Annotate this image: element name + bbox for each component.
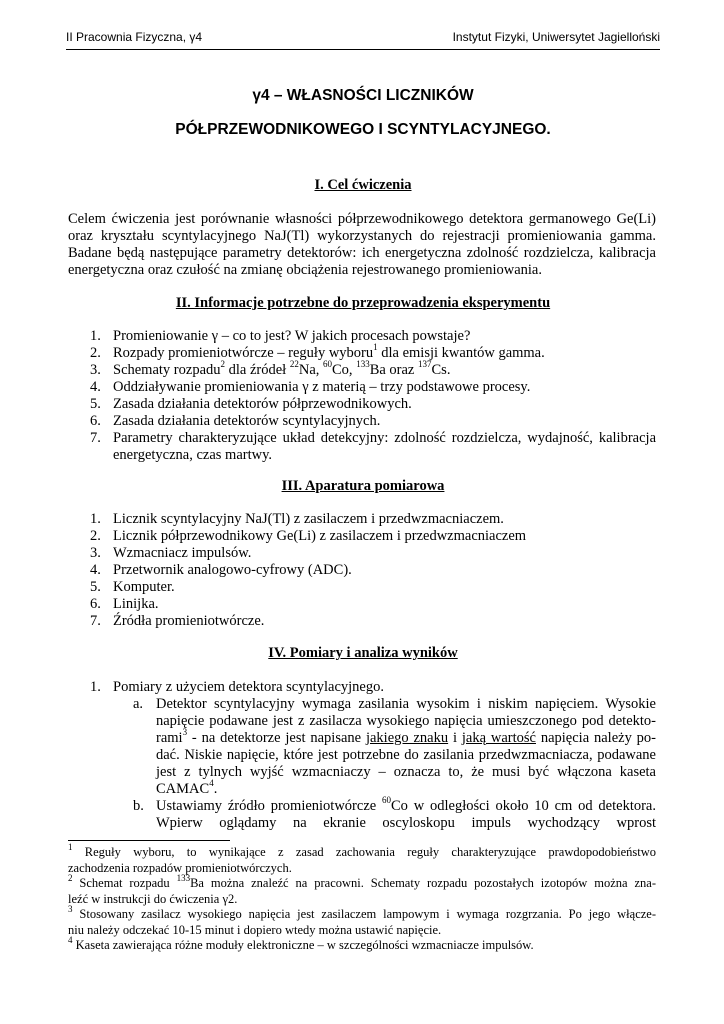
list-item: 7. Źródła promieniotwórcze. (90, 613, 265, 629)
footnote-3-cont: niu należy odczekać 10-15 minut i dopiero wtedy można ustawić napięcie. (68, 922, 442, 937)
footnote-2: $^2$ Schemat rozpadu $^{133}$Ba można znaleźć na pracowni. Schematy rozpadu pozostałych izotopów można zna- (68, 872, 656, 890)
list-item: 6. Linijka. (90, 596, 159, 612)
list-item: 7. Parametry charakteryzujące układ detekcyjny: zdolność rozdzielcza, wydajność, kalibracja energetyczna, czas martwy. (90, 430, 656, 463)
measurements-sublist (133, 696, 656, 832)
goal-line: oraz kryształu scyntylacyjnego NaJ(Tl) wykorzystanych do rejestracji promieniowania gamma. (68, 228, 656, 244)
apparatus-list (90, 511, 656, 630)
footnote-2-cont: leźć w instrukcji do ćwiczenia γ2. (68, 891, 238, 906)
list-item: 4. Przetwornik analogowo-cyfrowy (ADC). (90, 562, 352, 578)
measurements-list (90, 679, 656, 696)
goal-paragraph (68, 211, 656, 279)
list-item: 3. Schematy rozpadu$^2$ dla źródeł $^{22}$Na, $^{60}$Co, $^{133}$Ba oraz $^{137}$Cs. (90, 359, 451, 378)
footnote-1: $^1$ Reguły wyboru, to wynikające z zasad zachowania reguły charakteryzujące prawdopodobieństwo (68, 841, 656, 859)
list-item: 3. Wzmacniacz impulsów. (90, 545, 252, 561)
list-item: 6. Zasada działania detektorów scyntylacyjnych. (90, 413, 381, 429)
section-heading-apparatus: III. Aparatura pomiarowa (281, 478, 445, 494)
footnote-separator (68, 840, 230, 841)
info-list (90, 328, 656, 464)
list-item: 5. Komputer. (90, 579, 175, 595)
footnotes (68, 841, 656, 954)
header-course: II Pracownia Fizyczna, γ4 (66, 30, 203, 44)
list-item: 1. Licznik scyntylacyjny NaJ(Tl) z zasilaczem i przedwzmacniaczem. (90, 511, 504, 527)
running-header (66, 30, 660, 50)
section-heading-info: II. Informacje potrzebne do przeprowadzenia eksperymentu (175, 295, 551, 311)
list-item: 2. Rozpady promieniotwórcze – reguły wyboru$^1$ dla emisji kwantów gamma. (90, 342, 545, 361)
goal-line: Badane będą następujące parametry detektorów: ich energetyczna zdolność rozdzielcza, kalibracja (68, 245, 656, 261)
list-item: 5. Zasada działania detektorów półprzewodnikowych. (90, 396, 412, 412)
goal-line: energetyczna oraz czułość na zmianę obciążenia rejestrowanego promieniowania. (68, 262, 542, 278)
goal-line: Celem ćwiczenia jest porównanie własności półprzewodnikowego detektora germanowego Ge(Li) (68, 211, 656, 227)
section-heading-goal: I. Cel ćwiczenia (314, 177, 412, 193)
footnote-1-cont: zachodzenia rozpadów promieniotwórczych. (68, 860, 292, 875)
list-item: 2. Licznik półprzewodnikowy Ge(Li) z zasilaczem i przedwzmacniaczem (90, 528, 527, 544)
section-heading-measurements: IV. Pomiary i analiza wyników (268, 645, 458, 661)
list-item: 4. Oddziaływanie promieniowania γ z materią – trzy podstawowe procesy. (90, 379, 531, 395)
sublist-item-a: a. Detektor scyntylacyjny wymaga zasilania wysokim i niskim napięciem. Wysokie napięcie podawane jest z zasilacza wysokiego napięcia umieszczonego pod detekto- rami$^3$ - na detektorze jest napisane jakiego znaku i jaką wartość napięcia należy po- dać. Niskie napięcie, które jest potrzebne do zasilania przedwzmacniacza, podawane jest z tylnych wyjść wzmacniaczy – oznacza to, że musi być włączona kaseta CAMAC$^4$. (133, 696, 657, 797)
sublist-item-b: b. Ustawiamy źródło promieniotwórcze $^{60}$Co w odległości około 10 cm od detektora. Wpierw oglądamy na ekranie oscyloskopu impuls wychodzący wprost (133, 795, 656, 831)
footnote-3: $^3$ Stosowany zasilacz wysokiego napięcia jest zasilaczem lampowym i wymaga rozgrzania. Po jego włącze- (68, 903, 656, 921)
list-item: 1. Pomiary z użyciem detektora scyntylacyjnego. (90, 679, 384, 695)
title-line-2: PÓŁPRZEWODNIKOWEGO I SCYNTYLACYJNEGO. (175, 121, 551, 138)
title-line-1: γ4 – WŁASNOŚCI LICZNIKÓW (252, 87, 474, 104)
header-institute: Instytut Fizyki, Uniwersytet Jagielloński (452, 30, 660, 44)
list-item: 1. Promieniowanie γ – co to jest? W jakich procesach powstaje? (90, 328, 471, 344)
footnote-4: $^4$ Kaseta zawierająca różne moduły elektroniczne – w szczególności wzmacniacze impulsów. (68, 934, 534, 952)
